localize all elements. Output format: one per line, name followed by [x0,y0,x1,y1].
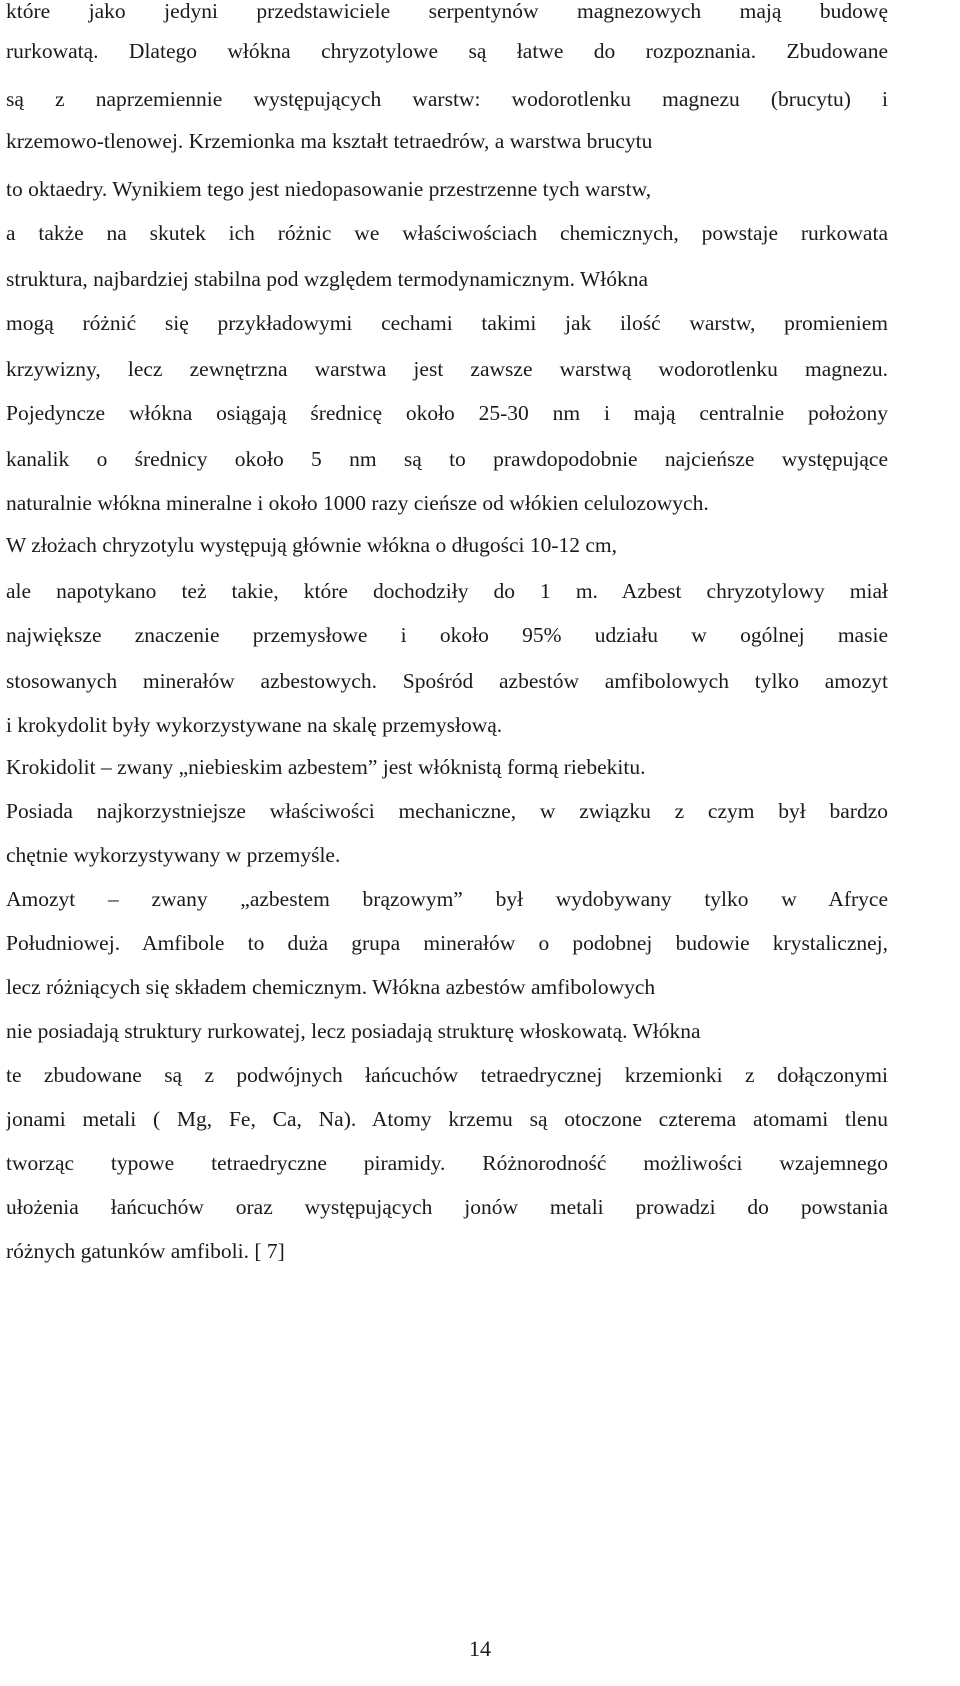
text-line: lecz różniących się składem chemicznym. Włókna azbestów amfibolowych [6,975,656,999]
text-line: są z naprzemiennie występujących warstw: wodorotlenku magnezu (brucytu) i [6,87,888,111]
text-line: to oktaedry. Wynikiem tego jest niedopasowanie przestrzenne tych warstw, [6,177,652,201]
text-line: i krokydolit były wykorzystywane na skalę przemysłową. [6,713,503,737]
text-line: największe znaczenie przemysłowe i około 95% udziału w ogólnej masie [6,623,888,647]
page-number: 14 [469,1636,491,1661]
text-line: ale napotykano też takie, które dochodziły do 1 m. Azbest chryzotylowy miał [6,579,888,603]
text-line: kanalik o średnicy około 5 nm są to prawdopodobnie najcieńsze występujące [6,447,888,471]
text-line: te zbudowane są z podwójnych łańcuchów tetraedrycznej krzemionki z dołączonymi [6,1063,888,1087]
text-line: struktura, najbardziej stabilna pod względem termodynamicznym. Włókna [6,267,649,291]
text-line: rurkowatą. Dlatego włókna chryzotylowe są łatwe do rozpoznania. Zbudowane [6,39,888,63]
text-line: Południowej. Amfibole to duża grupa minerałów o podobnej budowie krystalicznej, [6,931,888,955]
text-line: W złożach chryzotylu występują głównie włókna o długości 10-12 cm, [6,533,618,557]
text-line: różnych gatunków amfiboli. [ 7] [6,1239,285,1263]
text-line: naturalnie włókna mineralne i około 1000 razy cieńsze od włókien celulozowych. [6,491,709,515]
text-line: stosowanych minerałów azbestowych. Spośród azbestów amfibolowych tylko amozyt [6,669,888,693]
text-line: Pojedyncze włókna osiągają średnicę około 25-30 nm i mają centralnie położony [6,401,888,425]
text-line: jonami metali ( Mg, Fe, Ca, Na). Atomy krzemu są otoczone czterema atomami tlenu [6,1107,888,1131]
text-line: które jako jedyni przedstawiciele serpentynów magnezowych mają budowę [6,0,888,23]
text-line: chętnie wykorzystywany w przemyśle. [6,843,341,867]
text-line: krzywizny, lecz zewnętrzna warstwa jest zawsze warstwą wodorotlenku magnezu. [6,357,888,381]
text-line: ułożenia łańcuchów oraz występujących jonów metali prowadzi do powstania [6,1195,888,1219]
text-line: Posiada najkorzystniejsze właściwości mechaniczne, w związku z czym był bardzo [6,799,888,823]
text-line: nie posiadają struktury rurkowatej, lecz posiadają strukturę włoskowatą. Włókna [6,1019,701,1043]
text-line: Krokidolit – zwany „niebieskim azbestem” jest włóknistą formą riebekitu. [6,755,646,779]
text-line: mogą różnić się przykładowymi cechami takimi jak ilość warstw, promieniem [6,311,888,335]
text-line: tworząc typowe tetraedryczne piramidy. Różnorodność możliwości wzajemnego [6,1151,888,1175]
text-line: krzemowo-tlenowej. Krzemionka ma kształt tetraedrów, a warstwa brucytu [6,129,653,153]
text-line: Amozyt – zwany „azbestem brązowym” był wydobywany tylko w Afryce [6,887,888,911]
text-line: a także na skutek ich różnic we właściwościach chemicznych, powstaje rurkowata [6,221,888,245]
